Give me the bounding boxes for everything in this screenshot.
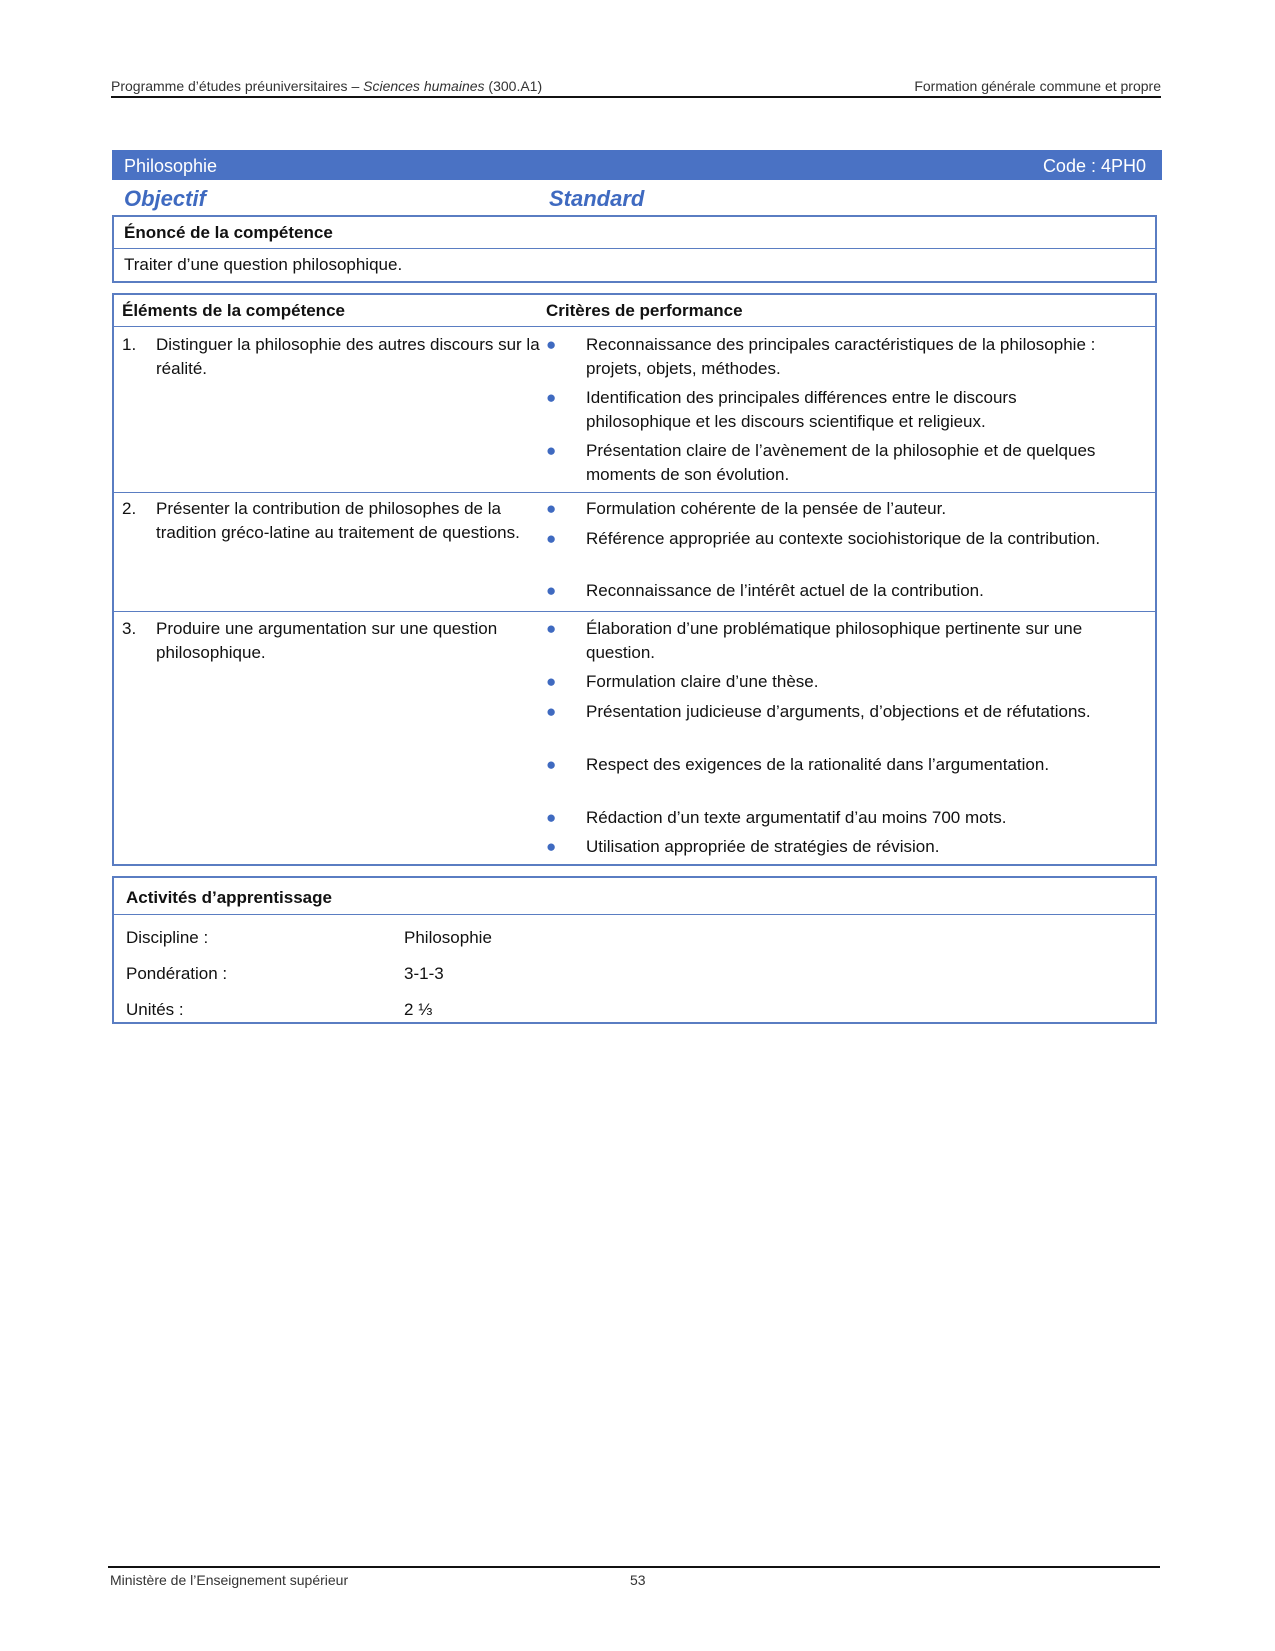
bullet-icon: ●	[546, 755, 557, 774]
course-code: Code : 4PH0	[1042, 156, 1146, 176]
bullet-icon: ●	[546, 441, 557, 460]
footer-ministry: Ministère de l’Enseignement supérieur	[110, 1572, 349, 1588]
divider	[114, 914, 1155, 915]
bullet-icon: ●	[546, 837, 557, 856]
ponderation-value: 3-1-3	[404, 964, 444, 983]
bullet-icon: ●	[546, 388, 557, 407]
element-row-3: 3. Produire une argumentation sur une question philosophique.	[122, 619, 498, 662]
activites-heading: Activités d’apprentissage	[126, 888, 332, 907]
bullet-icon: ●	[546, 499, 557, 518]
element-row-1: 1. Distinguer la philosophie des autres discours sur la réalité.	[122, 335, 540, 378]
page-footer	[108, 1566, 1160, 1592]
competence-table: Éléments de la compétence Critères de performance 1. Distinguer la philosophie des autres discours sur la réalité. ● Reconnaissance des principales caractéristiques de la philosophie : projets, objets, méthodes. ● Identification des principales différences entre le discours philosophique et les discours scientifique et religieux. ● Présentation claire de l’avènement de la philosophie et de quelques moments de son évolution. 2. Présenter la contribution de philosophes de la tradition gréco-latine au traitement de questions. ● Formulation cohérente de la pensée de l’auteur. ● Référence appropriée au contexte sociohistorique de la contribution. ● Reconnaissance de l’intérêt actuel de la contribution. 3. Produire une argumentation sur une question philosophique. ● Élaboration d’une problématique philosophique pertinente sur une question. ● Formulation claire d’une thèse. ● Présentation judicieuse d’arguments, d’objections et de réfutations. ● Respect des exigences de la rationalité dans l’argumentation. ● Rédaction d’un texte argumentatif d’au moins 700 mots. ● Utilisation appropriée de stratégies de révision.	[112, 293, 1157, 866]
activites-apprentissage-box	[112, 876, 1157, 1024]
unites-value: 2 ⅓	[404, 1000, 433, 1019]
element-row-2: 2. Présenter la contribution de philosophes de la tradition gréco-latine au traitement de questions.	[122, 499, 520, 542]
enonce-competence-box	[112, 215, 1157, 283]
objective-row	[112, 184, 1162, 212]
bullet-icon: ●	[546, 619, 557, 638]
discipline-label: Discipline :	[126, 928, 209, 947]
course-subject: Philosophie	[124, 156, 218, 176]
objectif-label: Objectif	[124, 186, 206, 211]
divider	[114, 611, 1155, 612]
bullet-icon: ●	[546, 581, 557, 600]
enonce-text: Traiter d’une question philosophique.	[124, 255, 403, 274]
elements-header: Éléments de la compétence	[122, 301, 345, 320]
header-formation: Formation générale commune et propre	[914, 78, 1161, 94]
ponderation-label: Pondération :	[126, 964, 228, 983]
page-number: 53	[630, 1572, 646, 1588]
bullet-icon: ●	[546, 702, 557, 721]
unites-label: Unités :	[126, 1000, 184, 1019]
divider	[114, 492, 1155, 493]
header-program-title: Programme d’études préuniversitaires – Sciences humaines (300.A1)	[111, 78, 543, 94]
discipline-value: Philosophie	[404, 928, 492, 947]
bullet-icon: ●	[546, 529, 557, 548]
course-title-bar	[112, 150, 1162, 180]
divider	[114, 248, 1155, 249]
enonce-heading: Énoncé de la compétence	[124, 223, 333, 242]
bullet-icon: ●	[546, 335, 557, 354]
bullet-icon: ●	[546, 808, 557, 827]
bullet-icon: ●	[546, 672, 557, 691]
divider	[114, 326, 1155, 327]
page-header	[111, 76, 1161, 98]
criteres-header: Critères de performance	[546, 301, 743, 320]
standard-label: Standard	[549, 186, 645, 211]
